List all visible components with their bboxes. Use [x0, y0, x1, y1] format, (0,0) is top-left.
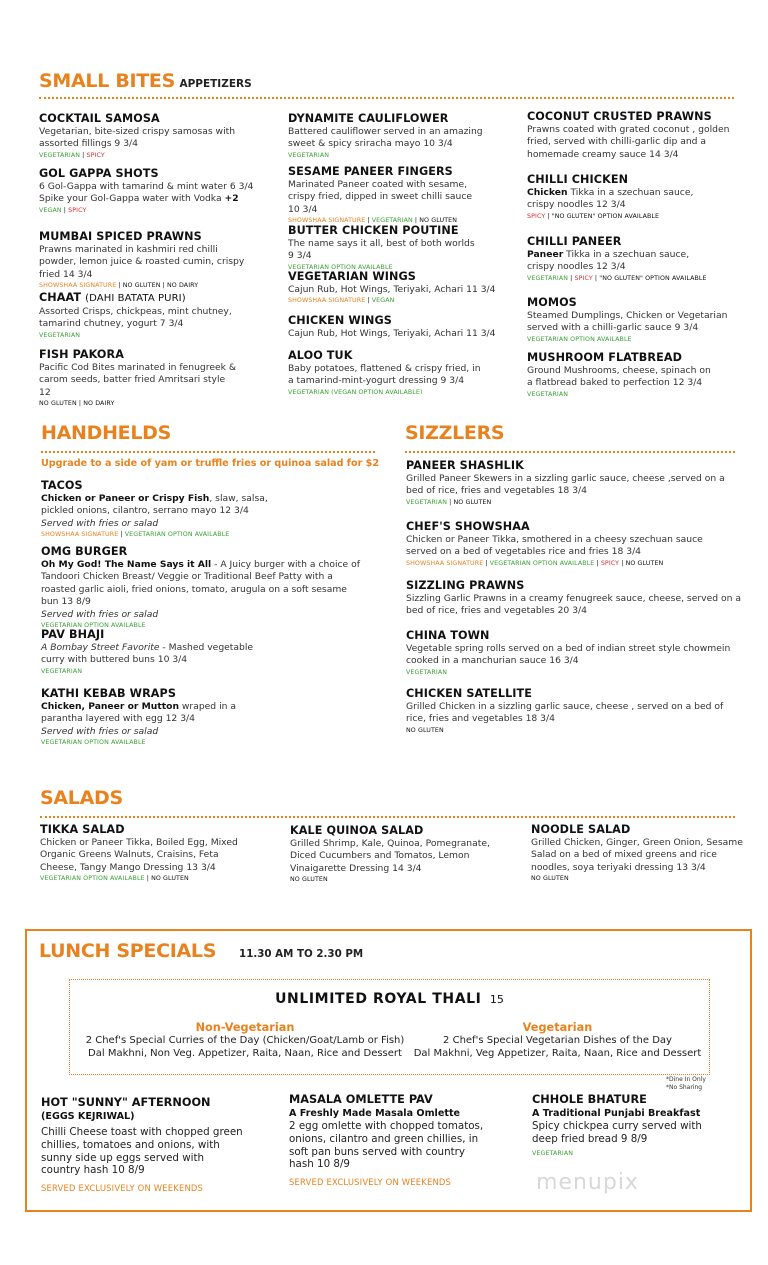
- section-divider: [39, 97, 734, 99]
- menu-item: [289, 1092, 489, 1187]
- item-tags: VEGETARIAN OPTION AVAILABLE: [527, 335, 632, 343]
- item-description: Paneer Tikka in a szechuan sauce, crispy noodles 12 3/4: [527, 249, 690, 273]
- menu-item: [39, 166, 254, 216]
- item-description: 6 Gol-Gappa with tamarind & mint water 6 3/4: [39, 181, 254, 192]
- item-name: MOMOS: [527, 296, 577, 309]
- nonveg-line: Dal Makhni, Non Veg. Appetizer, Raita, Naan, Rice and Dessert: [88, 1047, 402, 1059]
- item-tags: VEGETARIAN | SPICY: [39, 151, 105, 159]
- item-name: KATHI KEBAB WRAPS: [41, 687, 176, 700]
- item-description: Prawns coated with grated coconut , golden fried, served with chilli-garlic dip and a homemade creamy sauce 14 3/4: [527, 124, 730, 160]
- menu-item: [527, 295, 732, 345]
- thali-nonveg: [70, 1020, 420, 1061]
- salads-title: SALADS: [40, 787, 123, 809]
- lunch-title: LUNCH SPECIALS: [39, 940, 217, 962]
- item-subtitle: A Traditional Punjabi Breakfast: [532, 1108, 701, 1119]
- item-price: 11 3/4: [466, 284, 496, 295]
- item-name: MASALA OMLETTE PAV: [289, 1093, 433, 1106]
- menu-item: [41, 544, 361, 631]
- item-name: GOL GAPPA SHOTS: [39, 167, 159, 180]
- item-description: The name says it all, best of both worlds 9 3/4: [288, 238, 475, 262]
- item-price: 10 3/4: [288, 203, 318, 215]
- item-tags: VEGETARIAN OPTION AVAILABLE: [288, 263, 393, 271]
- item-price: 9 8/9: [620, 1132, 648, 1145]
- item-tags: VEGETARIAN: [527, 390, 569, 398]
- item-tags: VEGETARIAN: [41, 667, 83, 675]
- item-description: 2 egg omlette with chopped tomatos, onions, cilantro and green chillies, in soft pan buns served with country hash 10 8/9: [289, 1120, 484, 1171]
- handhelds-title: HANDHELDS: [41, 422, 172, 444]
- menu-item: [532, 1092, 722, 1159]
- item-tags: SHOWSHAA SIGNATURE | VEGETARIAN OPTION AVAILABLE | SPICY | NO GLUTEN: [406, 559, 664, 567]
- item-name: BUTTER CHICKEN POUTINE: [288, 224, 459, 237]
- upgrade-note: Upgrade to a side of yam or truffle fries or quinoa salad for $2: [41, 458, 379, 469]
- item-price: 12 3/4: [596, 261, 626, 273]
- dine-in-note: *Dine In Only: [666, 1076, 706, 1083]
- menupix-watermark: menupix: [536, 1170, 639, 1195]
- item-tags: VEGETARIAN | SPICY | "NO GLUTEN" OPTION AVAILABLE: [527, 274, 707, 282]
- menu-item: [288, 164, 493, 226]
- item-tags: NO GLUTEN | NO DAIRY: [39, 400, 115, 408]
- menu-item: [41, 686, 266, 748]
- item-note: Served with fries or salad: [41, 517, 159, 529]
- item-price: 10 3/4: [423, 138, 453, 150]
- item-description: Chicken Tikka in a szechuan sauce, crispy noodles 12 3/4: [527, 187, 694, 211]
- menu-item: [527, 234, 707, 284]
- item-description: Grilled Chicken in a sizzling garlic sauce, cheese , served on a bed of rice, fries and vegetables 18 3/4: [406, 701, 724, 725]
- item-tags: VEGETARIAN OPTION AVAILABLE: [41, 622, 146, 630]
- menu-item: [39, 347, 239, 409]
- item-tags: SPICY | "NO GLUTEN" OPTION AVAILABLE: [527, 212, 660, 220]
- item-price: 13 3/4: [186, 861, 216, 873]
- weekend-note: SERVED EXCLUSIVELY ON WEEKENDS: [289, 1177, 452, 1188]
- item-name: CHICKEN WINGS: [288, 314, 392, 327]
- item-description: Grilled Chicken, Ginger, Green Onion, Sesame Salad on a bed of mixed greens and rice noodles, soya teriyaki dressing 13 3/4: [531, 837, 743, 873]
- menu-item: [288, 348, 488, 398]
- menu-item: [527, 109, 732, 161]
- item-price: 18 3/4: [557, 485, 587, 497]
- small-bites-title: SMALL BITES: [39, 70, 175, 92]
- item-name: MUMBAI SPICED PRAWNS: [39, 230, 202, 243]
- nonveg-title: Non-Vegetarian: [195, 1021, 295, 1034]
- menu-item: [290, 823, 490, 885]
- item-tags: VEGETARIAN | NO GLUTEN: [406, 498, 492, 506]
- item-price: 12 3/4: [672, 377, 703, 389]
- small-bites-subtitle: APPETIZERS: [179, 78, 252, 90]
- item-description: Marinated Paneer coated with sesame, crispy fried, dipped in sweet chilli sauce 10 3/4: [288, 179, 473, 215]
- item-price: 9 3/4: [288, 250, 312, 262]
- menu-item: [406, 628, 746, 678]
- item-description: Chilli Cheese toast with chopped green chillies, tomatoes and onions, with sunny side up eggs served with country hash 10 8/9: [41, 1126, 243, 1177]
- menu-item: [39, 290, 239, 341]
- item-price: 13 8/9: [61, 596, 91, 608]
- veg-line: 2 Chef's Special Vegetarian Dishes of the Day: [443, 1035, 672, 1046]
- item-name: KALE QUINOA SALAD: [290, 824, 424, 837]
- item-tags: VEGETARIAN: [532, 1149, 574, 1157]
- item-tags: SHOWSHAA SIGNATURE | VEGETARIAN | NO GLUTEN: [288, 217, 458, 225]
- item-tags: SHOWSHAA SIGNATURE | VEGAN: [288, 297, 395, 305]
- item-description: Grilled Paneer Skewers in a sizzling garlic sauce, cheese ,served on a bed of rice, fries and vegetables 18 3/4: [406, 473, 725, 497]
- item-tags: VEGETARIAN OPTION AVAILABLE: [41, 739, 146, 747]
- thali-title: UNLIMITED ROYAL THALI: [275, 991, 482, 1007]
- item-note: Served with fries or salad: [41, 608, 159, 620]
- item-description: Grilled Shrimp, Kale, Quinoa, Pomegranate, Diced Cucumbers and Tomatos, Lemon Vinaigarette Dressing 14 3/4: [290, 838, 490, 874]
- item-description: Cajun Rub, Hot Wings, Teriyaki, Achari 11 3/4: [288, 328, 496, 339]
- lunch-header: [39, 940, 363, 962]
- item-name: HOT "SUNNY" AFTERNOON: [41, 1096, 211, 1109]
- item-name: PANEER SHASHLIK: [406, 459, 524, 472]
- item-price: 14 3/4: [62, 268, 93, 280]
- menu-item: [288, 269, 498, 306]
- item-price: 13 3/4: [676, 861, 706, 873]
- small-bites-header: [39, 70, 252, 92]
- item-name: COCONUT CRUSTED PRAWNS: [527, 110, 712, 123]
- menu-item: [288, 111, 488, 161]
- item-name: CHAAT (DAHI BATATA PURI): [39, 291, 186, 304]
- item-description: Cajun Rub, Hot Wings, Teriyaki, Achari 11 3/4: [288, 284, 496, 295]
- section-divider: [40, 816, 735, 818]
- item-name: TIKKA SALAD: [40, 823, 125, 836]
- item-description: Pacific Cod Bites marinated in fenugreek & carom seeds, batter fried Amritsari style 12: [39, 362, 237, 398]
- item-description: Chicken, Paneer or Mutton wraped in a parantha layered with egg 12 3/4: [41, 701, 236, 725]
- item-tags: SHOWSHAA SIGNATURE | VEGETARIAN OPTION AVAILABLE: [41, 531, 230, 539]
- item-name: VEGETARIAN WINGS: [288, 270, 416, 283]
- item-name: TACOS: [41, 479, 83, 492]
- item-price: 14 3/4: [392, 862, 422, 874]
- item-name: NOODLE SALAD: [531, 823, 631, 836]
- section-divider: [405, 451, 735, 453]
- section-divider: [41, 451, 375, 453]
- item-price: 12 3/4: [165, 713, 195, 725]
- menu-item: [288, 223, 498, 273]
- thali-price: 15: [489, 993, 504, 1006]
- thali-veg: [410, 1020, 705, 1061]
- item-description: Oh My God! The Name Says it All - A Juicy burger with a choice of Tandoori Chicken Breast/ Veggie or Traditional Beef Patty with a roasted garlic aioli, fried onions, tomato, arugula on a soft sesame bun 13 8/9: [41, 559, 360, 608]
- veg-line: Dal Makhni, Veg Appetizer, Raita, Naan, Rice and Dessert: [413, 1047, 702, 1059]
- item-description: Spike your Gol-Gappa water with Vodka +2: [39, 193, 239, 205]
- item-tags: NO GLUTEN: [531, 875, 569, 883]
- menu-item: [406, 519, 736, 569]
- sizzlers-title: SIZZLERS: [405, 422, 505, 444]
- item-description: A Bombay Street Favorite - Mashed vegetable curry with buttered buns 10 3/4: [41, 642, 254, 666]
- item-tags: VEGETARIAN: [288, 151, 330, 159]
- menu-item: [41, 627, 276, 677]
- item-name: CHILLI CHICKEN: [527, 173, 629, 186]
- nonveg-line: 2 Chef's Special Curries of the Day (Chicken/Goat/Lamb or Fish): [85, 1035, 405, 1046]
- item-price: 12 3/4: [219, 505, 249, 517]
- item-price: 7 3/4: [159, 318, 184, 330]
- item-price: 9 3/4: [440, 375, 465, 387]
- item-description: Battered cauliflower served in an amazing sweet & spicy sriracha mayo 10 3/4: [288, 126, 483, 150]
- item-description: Vegetable spring rolls served on a bed of indian street style chowmein cooked in a manchurian sauce 16 3/4: [406, 643, 731, 667]
- veg-title: Vegetarian: [522, 1021, 593, 1034]
- item-name: CHINA TOWN: [406, 629, 490, 642]
- item-description: Prawns marinated in kashmiri red chilli powder, lemon juice & roasted cumin, crispy fried 14 3/4: [39, 244, 245, 280]
- item-description: Spicy chickpea curry served with deep fried bread 9 8/9: [532, 1120, 702, 1145]
- menu-item: [527, 350, 717, 400]
- item-description: Steamed Dumplings, Chicken or Vegetarian served with a chilli-garlic sauce 9 3/4: [527, 310, 728, 334]
- menu-item: [288, 313, 498, 340]
- item-price: 18 3/4: [525, 713, 555, 725]
- item-name: FISH PAKORA: [39, 348, 124, 361]
- item-description: Assorted Crisps, chickpeas, mint chutney, tamarind chutney, yogurt 7 3/4: [39, 306, 232, 330]
- item-note: Served with fries or salad: [41, 725, 159, 737]
- item-price: 10 8/9: [111, 1164, 145, 1177]
- item-name: COCKTAIL SAMOSA: [39, 112, 160, 125]
- item-subtitle: (EGGS KEJRIWAL): [41, 1111, 135, 1122]
- item-tags: VEGETARIAN: [406, 668, 448, 676]
- item-price: 10 3/4: [157, 654, 188, 666]
- no-sharing-note: *No Sharing: [666, 1084, 703, 1091]
- menu-item: [40, 822, 255, 884]
- item-name: CHILLI PANEER: [527, 235, 622, 248]
- item-tags: NO GLUTEN: [290, 876, 328, 884]
- item-tags: VEGETARIAN: [39, 331, 81, 339]
- item-price: 9 3/4: [674, 322, 699, 334]
- item-price: 6 3/4: [229, 181, 254, 192]
- item-name: CHEF'S SHOWSHAA: [406, 520, 530, 533]
- menu-item: [406, 458, 736, 508]
- item-price: 18 3/4: [611, 546, 642, 558]
- item-name: ALOO TUK: [288, 349, 353, 362]
- item-description: Chicken or Paneer Tikka, Boiled Egg, Mixed Organic Greens Walnuts, Craisins, Feta Cheese, Tangy Mango Dressing 13 3/4: [40, 837, 238, 873]
- item-name: DYNAMITE CAULIFLOWER: [288, 112, 449, 125]
- item-price: 16 3/4: [549, 655, 579, 667]
- item-tags: VEGETARIAN OPTION AVAILABLE | NO GLUTEN: [40, 875, 189, 883]
- item-price: 9 3/4: [114, 138, 138, 150]
- menu-item: [406, 578, 741, 618]
- thali-notes: [666, 1076, 706, 1092]
- item-tags: VEGETARIAN (VEGAN OPTION AVAILABLE): [288, 388, 423, 396]
- item-description: Sizzling Garlic Prawns in a creamy fenugreek sauce, cheese, served on a bed of rice, fries and vegetables 20 3/4: [406, 593, 741, 617]
- item-name: OMG BURGER: [41, 545, 128, 558]
- item-subtitle: A Freshly Made Masala Omlette: [289, 1108, 461, 1119]
- item-description: Chicken or Paneer Tikka, smothered in a cheesy szechuan sauce served on a bed of vegetables rice and fries 18 3/4: [406, 534, 703, 558]
- item-name: MUSHROOM FLATBREAD: [527, 351, 683, 364]
- item-tags: SHOWSHAA SIGNATURE | NO GLUTEN | NO DAIRY: [39, 282, 199, 290]
- menu-item: [527, 172, 697, 222]
- item-price: +2: [224, 193, 239, 205]
- item-price: 12 3/4: [596, 199, 626, 211]
- item-name: CHICKEN SATELLITE: [406, 687, 533, 700]
- item-name: PAV BHAJI: [41, 628, 105, 641]
- menu-item: [531, 822, 746, 884]
- weekend-note: SERVED EXCLUSIVELY ON WEEKENDS: [41, 1183, 204, 1194]
- item-tags: NO GLUTEN: [406, 726, 444, 734]
- item-name: SESAME PANEER FINGERS: [288, 165, 453, 178]
- item-name: CHHOLE BHATURE: [532, 1093, 647, 1106]
- menu-item: [41, 478, 286, 540]
- lunch-hours: 11.30 AM TO 2.30 PM: [239, 948, 364, 960]
- item-price: 11 3/4: [466, 328, 496, 339]
- item-description: Vegetarian, bite-sized crispy samosas with assorted fillings 9 3/4: [39, 126, 236, 150]
- item-description: Ground Mushrooms, cheese, spinach on a flatbread baked to perfection 12 3/4: [527, 365, 711, 389]
- menu-item: [39, 229, 249, 291]
- menu-item: [41, 1095, 246, 1193]
- item-price: 12: [39, 386, 51, 398]
- item-price: 10 8/9: [317, 1158, 350, 1171]
- thali-heading: [69, 990, 710, 1008]
- item-price: 20 3/4: [557, 605, 587, 617]
- item-description: Chicken or Paneer or Crispy Fish, slaw, salsa, pickled onions, cilantro, serrano mayo 12 3/4: [41, 493, 268, 517]
- item-description: Baby potatoes, flattened & crispy fried, in a tamarind-mint-yogurt dressing 9 3/4: [288, 363, 481, 387]
- menu-item: [406, 686, 726, 736]
- item-tags: VEGAN | SPICY: [39, 206, 87, 214]
- item-price: 14 3/4: [649, 148, 679, 160]
- item-name: SIZZLING PRAWNS: [406, 579, 525, 592]
- menu-item: [39, 111, 239, 161]
